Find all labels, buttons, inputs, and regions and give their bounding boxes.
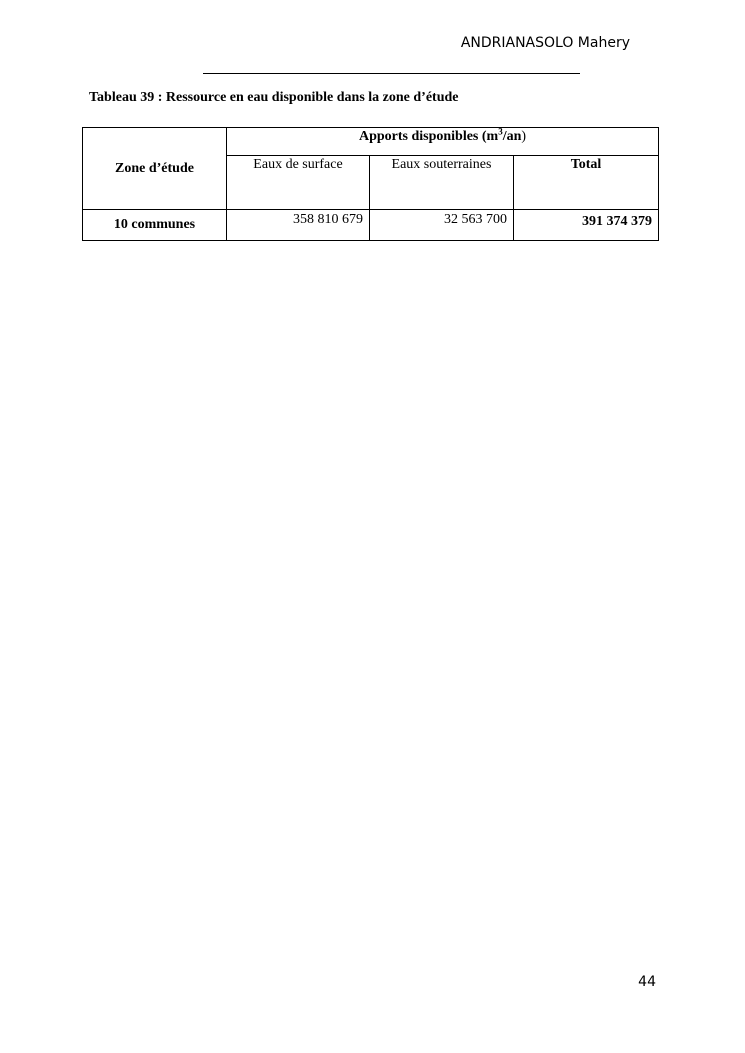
subheader-souterraines: Eaux souterraines [370, 156, 514, 210]
water-resource-table [82, 127, 659, 241]
table-row [83, 210, 659, 241]
subheader-total: Total [514, 156, 659, 210]
page-number: 44 [638, 974, 656, 990]
group-header-sup: 3 [498, 126, 503, 137]
subheader-surface: Eaux de surface [227, 156, 370, 210]
zone-header: Zone d’étude [83, 128, 227, 210]
table-header-row [83, 128, 659, 156]
group-header [227, 128, 659, 156]
cell-surface: 358 810 679 [227, 210, 370, 241]
group-header-close: ) [521, 129, 527, 144]
group-header-prefix: Apports disponibles (m [358, 129, 499, 144]
header-author: ANDRIANASOLO Mahery [460, 35, 630, 51]
row-label: 10 communes [83, 210, 227, 241]
cell-souterraines: 32 563 700 [370, 210, 514, 241]
header-divider [203, 73, 580, 74]
table-caption: Tableau 39 : Ressource en eau disponible dans la zone d’étude [89, 90, 459, 105]
group-header-suffix: /an [502, 129, 522, 144]
cell-total: 391 374 379 [514, 210, 659, 241]
